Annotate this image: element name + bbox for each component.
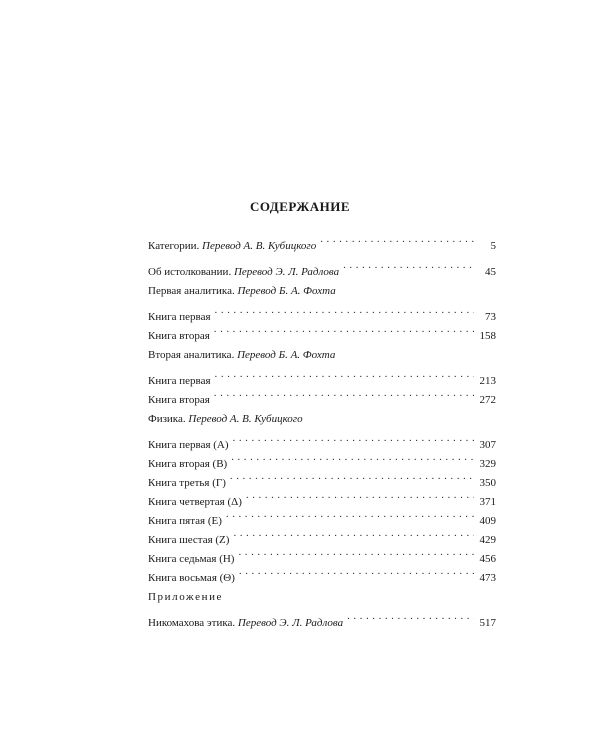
entry-label: Книга вторая [148, 394, 210, 406]
dot-leader [239, 562, 474, 581]
page-number: 517 [479, 617, 496, 629]
dot-leader [230, 467, 474, 486]
entry-label: Книга первая [148, 375, 211, 387]
page-number: 409 [479, 515, 496, 527]
page-number: 429 [479, 534, 496, 546]
entry-label: Книга пятая (Е) [148, 515, 222, 527]
entry-label: Книга вторая [148, 330, 210, 342]
page-number: 329 [479, 458, 496, 470]
entry-label: Категории. Перевод А. В. Кубицкого [148, 240, 317, 252]
page-number: 158 [479, 330, 496, 342]
entry-label: Книга первая (А) [148, 439, 229, 451]
dot-leader [214, 384, 474, 403]
section-heading-appendix: Приложение [148, 591, 224, 603]
entry-label: Книга четвертая (Δ) [148, 496, 242, 508]
entry-label: Книга первая [148, 311, 211, 323]
dot-leader [233, 524, 474, 543]
toc-entry-categories[interactable] [148, 230, 496, 252]
dot-leader [226, 505, 474, 524]
entry-label: Книга вторая (В) [148, 458, 228, 470]
page-number: 272 [479, 394, 496, 406]
dot-leader [215, 365, 474, 384]
page-number: 307 [479, 439, 496, 451]
page-number: 213 [479, 375, 496, 387]
section-heading-physics: Физика. Перевод А. В. Кубицкого [148, 413, 303, 425]
entry-label: Книга восьмая (Θ) [148, 572, 235, 584]
dot-leader [246, 486, 474, 505]
toc-entry-physics-book-1[interactable] [148, 429, 496, 451]
toc-entry-posterior-book-1[interactable] [148, 365, 496, 387]
toc-entry-prior-book-1[interactable] [148, 301, 496, 323]
dot-leader [238, 543, 474, 562]
toc-entry-nicomachean-ethics[interactable] [148, 607, 496, 629]
entry-label: Книга седьмая (Н) [148, 553, 235, 565]
page-number: 73 [485, 311, 496, 323]
dot-leader [231, 448, 474, 467]
page-number: 45 [485, 266, 496, 278]
entry-label: Никомахова этика. Перевод Э. Л. Радлова [148, 617, 344, 629]
page-number: 473 [479, 572, 496, 584]
page-title: СОДЕРЖАНИЕ [249, 199, 351, 214]
dot-leader [347, 607, 474, 626]
dot-leader [214, 320, 474, 339]
entry-label: Об истолковании. Перевод Э. Л. Радлова [148, 266, 340, 278]
page-number: 350 [479, 477, 496, 489]
dot-leader [320, 230, 474, 249]
dot-leader [343, 256, 474, 275]
dot-leader [215, 301, 474, 320]
table-of-contents [148, 230, 496, 629]
entry-label: Книга третья (Г) [148, 477, 226, 489]
toc-entry-interpretation[interactable] [148, 256, 496, 278]
page-number: 456 [479, 553, 496, 565]
dot-leader [233, 429, 474, 448]
page-number: 5 [490, 240, 496, 252]
page-number: 371 [479, 496, 496, 508]
section-heading-prior-analytics: Первая аналитика. Перевод Б. А. Фохта [148, 285, 336, 297]
section-heading-posterior-analytics: Вторая аналитика. Перевод Б. А. Фохта [148, 349, 336, 361]
entry-label: Книга шестая (Z) [148, 534, 230, 546]
